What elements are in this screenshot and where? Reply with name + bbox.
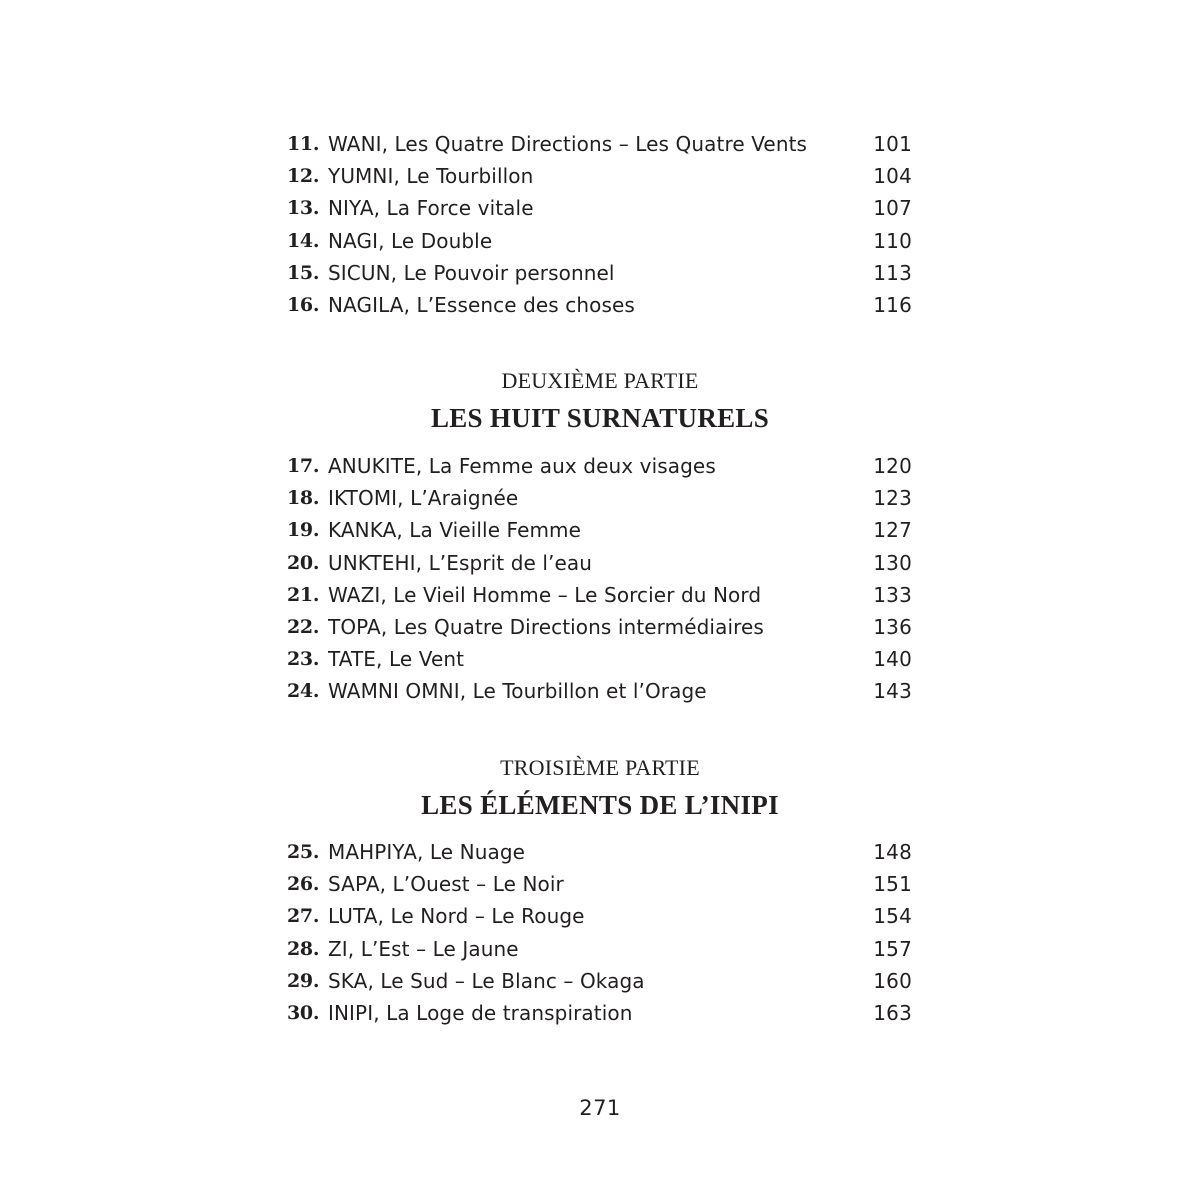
entry-page-number: 148 [873,840,912,865]
entry-number: 29. [287,969,320,992]
entry-page-number: 140 [873,647,912,672]
entry-number: 13. [287,197,320,220]
part-two-header [0,366,1200,436]
entry-number: 16. [287,294,320,317]
toc-section-part-two [287,450,912,708]
toc-entry [287,289,912,321]
entry-number: 17. [287,455,320,478]
entry-title: SICUN, Le Pouvoir personnel [328,260,615,285]
toc-entry [287,675,912,707]
toc-section-part-three [287,836,912,1029]
toc-entry [287,128,912,160]
toc-section-one [287,128,912,321]
toc-entry [287,643,912,675]
entry-number: 30. [287,1002,320,1025]
part-label: DEUXIÈME PARTIE [501,368,699,393]
entry-page-number: 160 [873,968,912,993]
toc-entry [287,965,912,997]
entry-page-number: 110 [873,228,912,253]
entry-page-number: 163 [873,1001,912,1026]
entry-number: 26. [287,873,320,896]
entry-title: YUMNI, Le Tourbillon [328,164,534,189]
entry-title: ANUKITE, La Femme aux deux visages [328,454,716,479]
entry-page-number: 116 [873,293,912,318]
entry-page-number: 136 [873,615,912,640]
entry-title: NAGI, Le Double [328,228,493,253]
entry-title: SAPA, L’Ouest – Le Noir [328,872,564,897]
entry-page-number: 120 [873,454,912,479]
part-title: LES HUIT SURNATURELS [430,403,770,433]
toc-entry [287,611,912,643]
entry-number: 27. [287,905,320,928]
toc-entry [287,514,912,546]
entry-title: IKTOMI, L’Araignée [328,486,519,511]
entry-number: 11. [287,133,320,156]
toc-entry [287,836,912,868]
entry-number: 23. [287,648,320,671]
entry-page-number: 151 [873,872,912,897]
entry-number: 22. [287,616,320,639]
page-number: 271 [579,1096,621,1120]
entry-title: WAMNI OMNI, Le Tourbillon et l’Orage [328,679,707,704]
entry-number: 25. [287,841,320,864]
entry-title: WANI, Les Quatre Directions – Les Quatre Vents [328,132,808,157]
entry-title: INIPI, La Loge de transpiration [328,1001,633,1026]
toc-entry [287,868,912,900]
entry-title: TATE, Le Vent [328,647,465,672]
toc-entry [287,450,912,482]
toc-entry [287,547,912,579]
toc-entry [287,997,912,1029]
entry-number: 19. [287,519,320,542]
toc-entry [287,192,912,224]
entry-title: WAZI, Le Vieil Homme – Le Sorcier du Nord [328,582,762,607]
toc-entry [287,482,912,514]
entry-page-number: 127 [873,518,912,543]
entry-page-number: 123 [873,486,912,511]
entry-title: TOPA, Les Quatre Directions intermédiaires [328,615,764,640]
entry-title: KANKA, La Vieille Femme [328,518,582,543]
entry-page-number: 107 [873,196,912,221]
entry-page-number: 113 [873,260,912,285]
entry-title: ZI, L’Est – Le Jaune [328,936,519,961]
toc-list [287,836,912,1029]
entry-number: 24. [287,680,320,703]
entry-title: NIYA, La Force vitale [328,196,534,221]
entry-title: LUTA, Le Nord – Le Rouge [328,904,585,929]
part-title: LES ÉLÉMENTS DE L’INIPI [421,790,779,820]
entry-number: 21. [287,583,320,606]
toc-entry [287,225,912,257]
entry-title: MAHPIYA, Le Nuage [328,840,526,865]
entry-page-number: 101 [873,132,912,157]
entry-page-number: 130 [873,550,912,575]
toc-entry [287,900,912,932]
entry-page-number: 133 [873,582,912,607]
entry-page-number: 154 [873,904,912,929]
toc-entry [287,579,912,611]
entry-title: SKA, Le Sud – Le Blanc – Okaga [328,968,645,993]
entry-title: NAGILA, L’Essence des choses [328,293,635,318]
toc-list [287,450,912,708]
entry-number: 12. [287,165,320,188]
entry-title: UNKTEHI, L’Esprit de l’eau [328,550,593,575]
entry-number: 28. [287,937,320,960]
entry-page-number: 104 [873,164,912,189]
toc-entry [287,257,912,289]
part-three-header [0,753,1200,823]
entry-page-number: 157 [873,936,912,961]
part-label: TROISIÈME PARTIE [500,755,700,780]
toc-entry [287,933,912,965]
toc-entry [287,160,912,192]
toc-list [287,128,912,321]
entry-number: 15. [287,261,320,284]
entry-number: 20. [287,551,320,574]
entry-page-number: 143 [873,679,912,704]
entry-number: 18. [287,487,320,510]
entry-number: 14. [287,229,320,252]
